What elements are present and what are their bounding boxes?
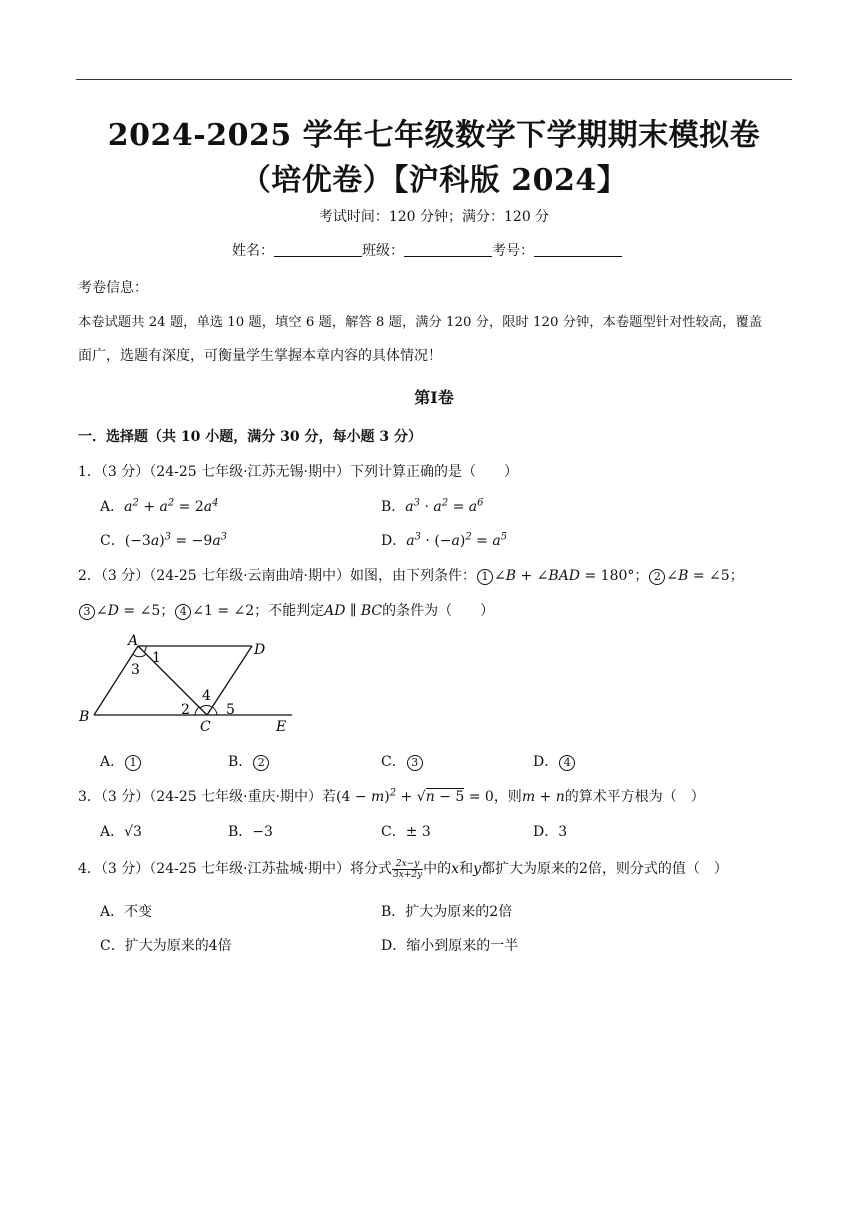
exam-info: 考试时间：120 分钟；满分：120 分 [318,209,550,225]
q1-option-b-math: $a^3 \cdot a^2 = a^6$ [405,497,484,515]
label-d: D [254,642,266,658]
number-blank[interactable] [534,242,622,257]
question-3: 3．（3 分）（24-25 七年级·重庆·期中）若$(4 - m)^2 + √n - 5 = 0$，则m + n的算术平方根为（ ） [78,787,705,805]
angle-4-arc [200,705,212,708]
q1-option-a-math: $a^2 + a^2 = 2a^4$ [124,497,219,515]
top-rule [76,79,792,80]
question-2-line2: 3 ∠D = ∠5； 4 ∠1 = ∠2；不能判定AD ∥ BC的条件为（ ） [78,600,494,620]
q3-option-c[interactable]: C．± 3 [381,824,431,840]
question-1: 1．（3 分）（24-25 七年级·江苏无锡·期中）下列计算正确的是（ ） [78,464,518,480]
section1-heading: 一．选择题（共 10 小题，满分 30 分，每小题 3 分） [78,429,422,445]
question-2: 2．（3 分）（24-25 七年级·云南曲靖·期中）如图，由下列条件： 1 ∠B + ∠BAD = 180°； 2 ∠B = ∠5； [78,568,744,584]
question-4: 4．（3 分）（24-25 七年级·江苏盐城·期中）将分式 $\frac{2x-y}{3x+2y}$ 中的x和y都扩大为原来的2倍，则分式的值（ ） [78,858,728,880]
student-info-row [232,240,622,260]
geometry-figure [76,632,306,737]
q3-equation: $(4 - m)^2 + √n - 5 = 0$ [336,787,494,805]
class-label: 班级： [362,243,404,259]
angle-3-arc [133,654,146,657]
volume-title: 第I卷 [414,388,454,407]
label-a: A [128,633,139,649]
segment-ab [94,646,138,715]
q3-option-d[interactable]: D．3 [533,824,568,840]
segment-ac [138,646,207,715]
label-angle-2: 2 [181,702,190,718]
label-angle-5: 5 [226,702,235,718]
angle-2-arc [195,707,199,715]
q4-option-a[interactable]: A．不变 [100,904,153,920]
label-b: B [79,709,90,725]
label-angle-3: 3 [131,662,140,678]
angle-1-arc [144,646,146,652]
angle-5-arc [212,707,217,715]
q3-option-b[interactable]: B．−3 [228,824,273,840]
q1-option-c[interactable]: C．$(-3a)^3 = -9a^3$ [100,531,228,549]
q1-option-a[interactable]: A．$a^2 + a^2 = 2a^4$ [100,497,219,515]
intro-line1: 本卷试题共 24 题，单选 10 题，填空 6 题，解答 8 题，满分 120 分，限时 120 分钟，本卷题型针对性较高，覆盖 [78,315,763,330]
page-title: 2024-2025 学年七年级数学下学期期末模拟卷 [107,118,761,153]
q1-option-c-math: $(-3a)^3 = -9a^3$ [124,531,228,549]
name-label: 姓名： [232,243,274,259]
label-e: E [276,719,287,735]
q4-option-c[interactable]: C．扩大为原来的4倍 [100,938,232,954]
q1-option-d-math: $a^3 \cdot (-a)^2 = a^5$ [406,531,508,549]
q4-option-b[interactable]: B．扩大为原来的2倍 [381,904,513,920]
q2-option-c[interactable]: C． 3 [381,751,424,771]
q1-option-d[interactable]: D．$a^3 \cdot (-a)^2 = a^5$ [381,531,508,549]
label-angle-4: 4 [202,688,211,704]
intro-line2: 面广，选题有深度，可衡量学生掌握本章内容的具体情况！ [78,348,442,364]
class-blank[interactable] [404,242,492,257]
q3-option-a[interactable]: A．√3 [100,824,142,840]
q2-option-b[interactable]: B． 2 [228,751,270,771]
q2-option-d[interactable]: D． 4 [533,751,576,771]
q1-option-b[interactable]: B．$a^3 \cdot a^2 = a^6$ [381,497,484,515]
label-angle-1: 1 [152,650,161,666]
page-subtitle: （培优卷）【沪科版 2024】 [240,163,628,198]
q4-option-d[interactable]: D．缩小到原来的一半 [381,938,519,954]
label-c: C [200,719,211,735]
number-label: 考号： [492,243,534,259]
q2-option-a[interactable]: A． 1 [100,751,142,771]
q4-fraction: $\frac{2x-y}{3x+2y}$ [393,858,423,880]
intro-heading: 考卷信息： [78,280,148,296]
name-blank[interactable] [274,242,362,257]
